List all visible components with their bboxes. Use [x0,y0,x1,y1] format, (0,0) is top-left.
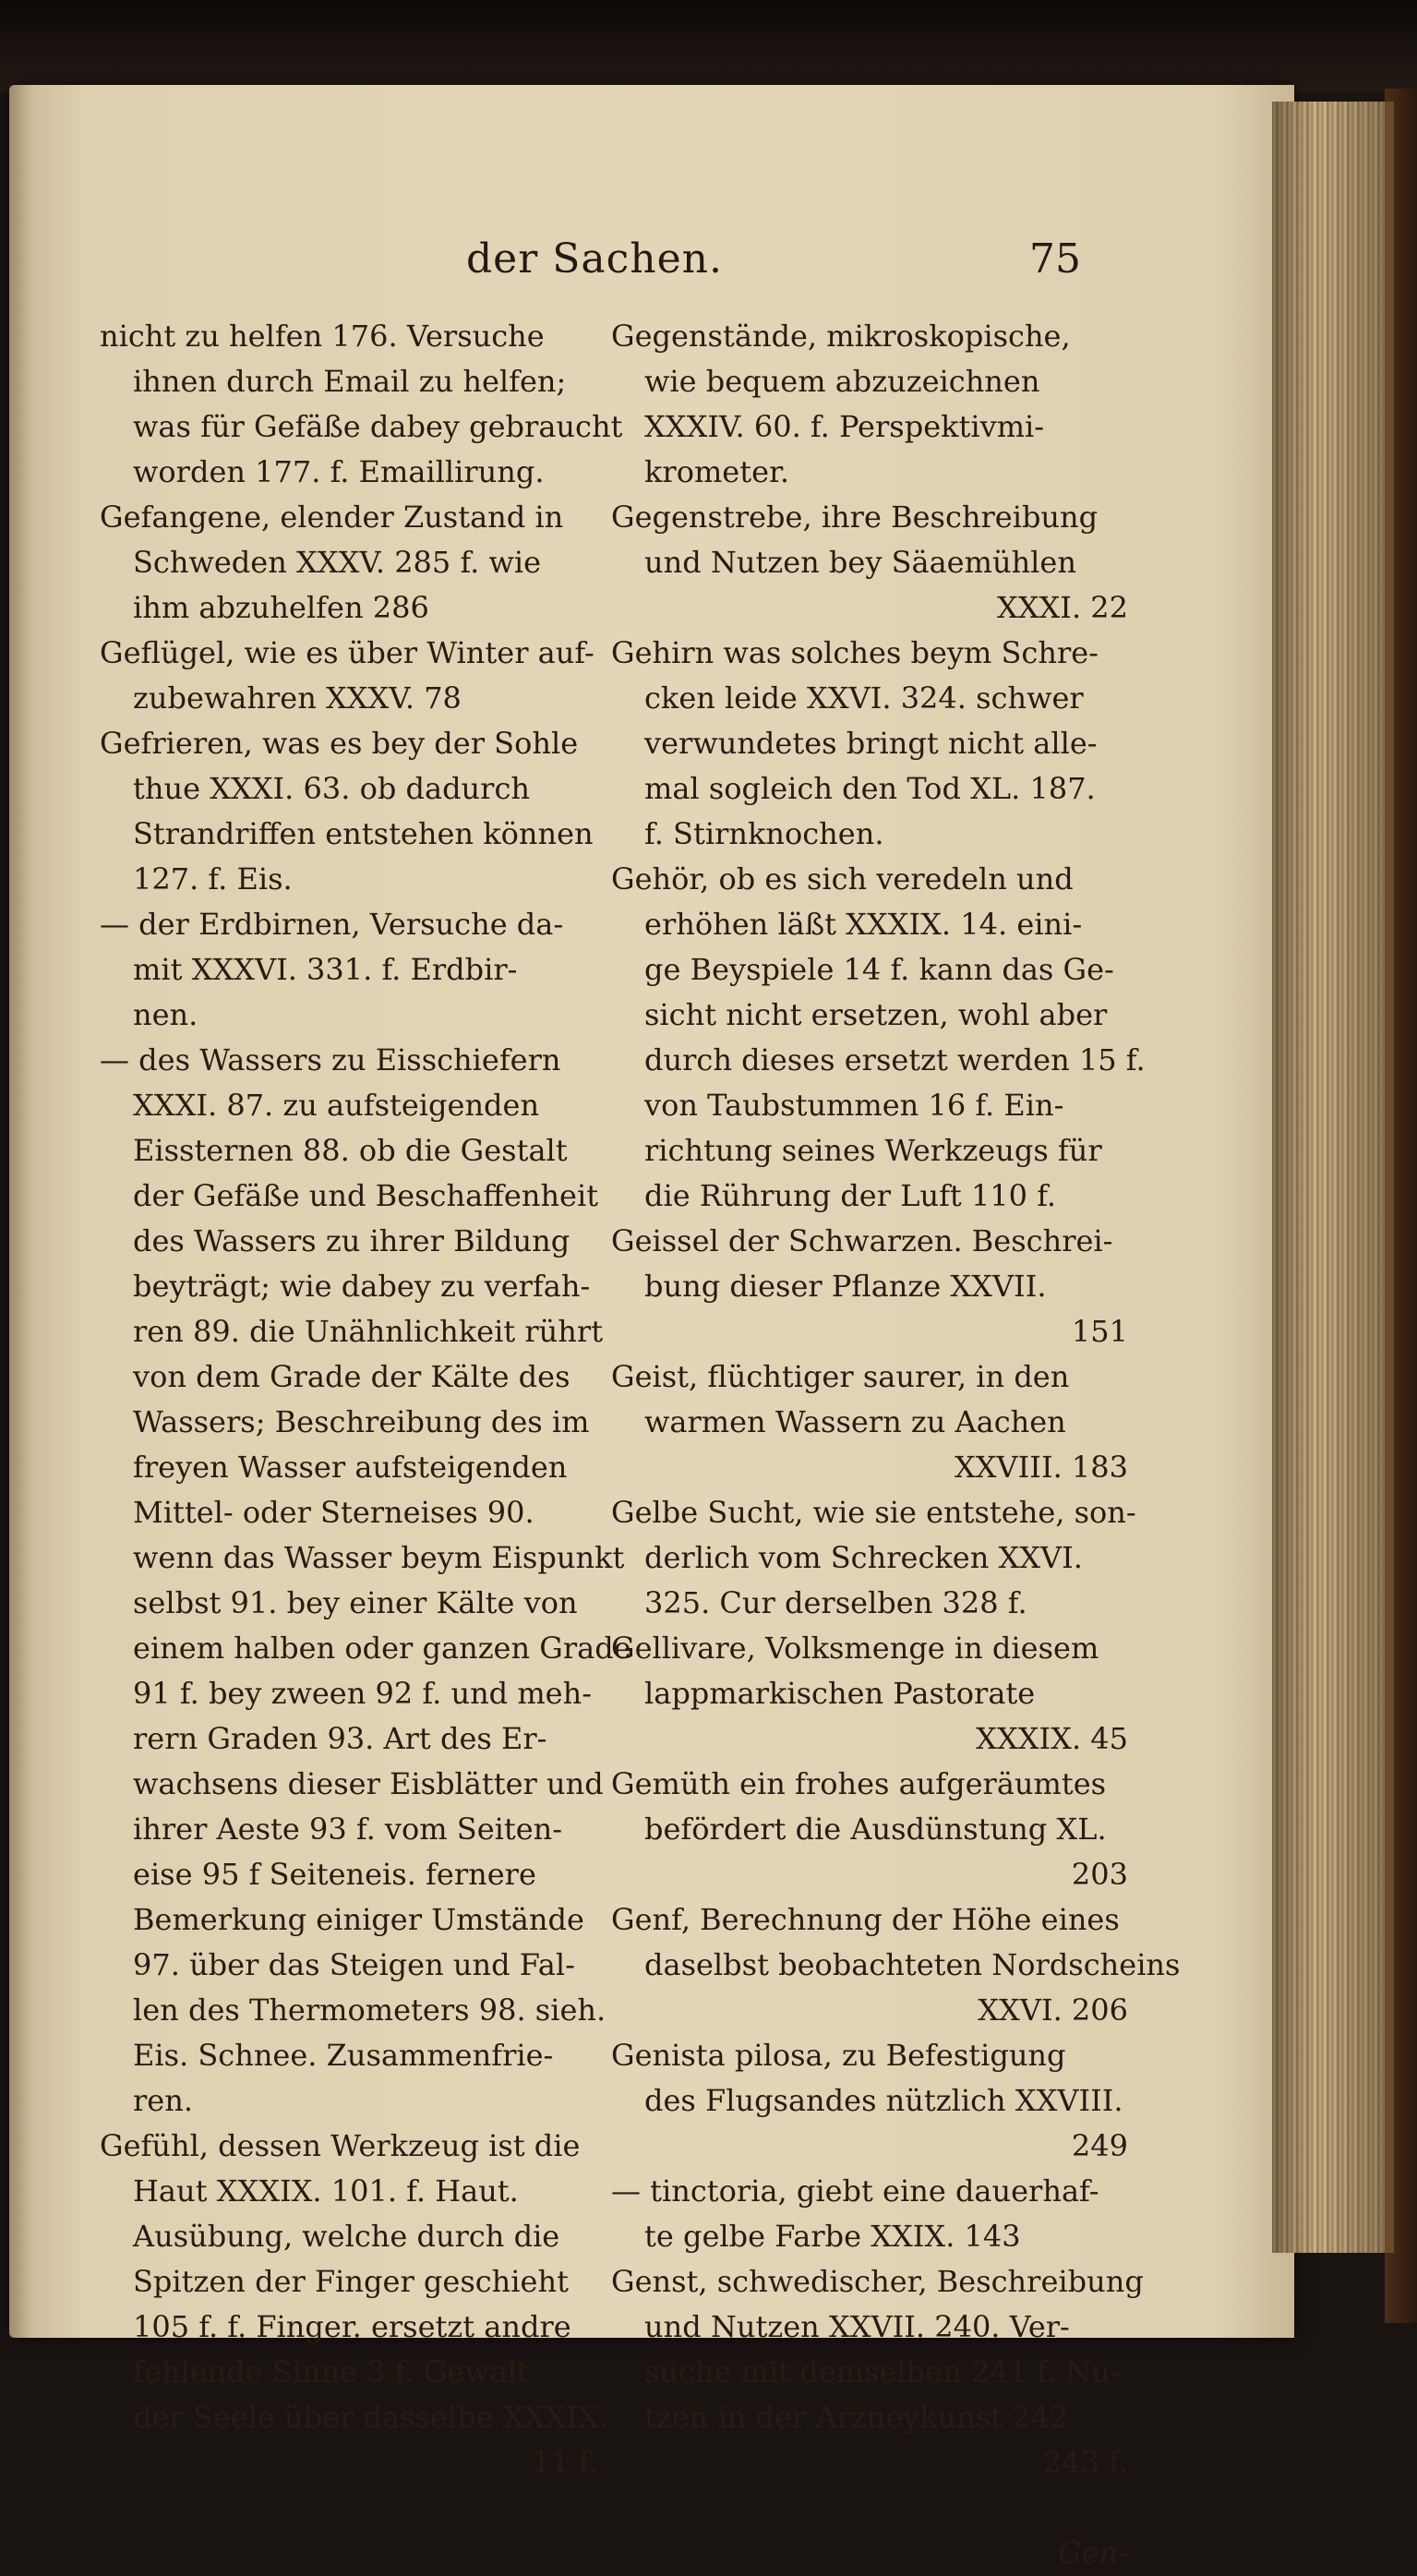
index-column-left [100,314,631,2486]
index-entry-line: lappmarkischen Pastorate [644,1676,1036,1711]
index-entry-line: einem halben oder ganzen Grade [133,1631,631,1666]
index-entry-line: warmen Wassern zu Aachen [644,1404,1066,1439]
index-entry-line: Schweden XXXV. 285 f. wie [133,545,542,580]
index-entry-line: XXXIX. 45 [976,1721,1128,1756]
index-entry-head: Gefrieren, was es bey der Sohle [100,726,579,761]
index-entry-head: Gegenstrebe, ihre Beschreibung [611,500,1099,535]
index-entry-line: der Gefäße und Beschaffenheit [133,1178,599,1213]
index-entry-line: wenn das Wasser beym Eispunkt [133,1540,625,1575]
index-entry-line: derlich vom Schrecken XXVI. [644,1540,1083,1575]
index-entry-line: Strandriffen entstehen können [133,816,594,851]
page-header [0,235,1417,300]
index-entry-line: suche mit demselben 241 f. Nu- [644,2354,1121,2389]
index-entry-line: Haut XXXIX. 101. f. Haut. [133,2173,519,2209]
page-gutter-shadow [9,85,33,2338]
index-entry-head: Geflügel, wie es über Winter auf- [100,635,594,670]
index-entry-line: nen. [133,997,198,1032]
index-entry-line: und Nutzen XXVII. 240. Ver- [644,2309,1070,2344]
index-entry-head: Gehör, ob es sich veredeln und [611,861,1074,897]
index-entry-line: daselbst beobachteten Nordscheins [644,1947,1181,1982]
index-entry-line: Eissternen 88. ob die Gestalt [133,1133,568,1168]
index-entry-line: 243 f. [1042,2445,1128,2480]
index-entry-line: Wassers; Beschreibung des im [133,1404,590,1439]
index-entry-line: 11 f. [532,2445,598,2480]
index-entry-line: 91 f. bey zween 92 f. und meh- [133,1676,593,1711]
index-entry-line: verwundetes bringt nicht alle- [644,726,1098,761]
index-entry-line: Eis. Schnee. Zusammenfrie- [133,2038,554,2073]
index-entry-line: erhöhen läßt XXXIX. 14. eini- [644,907,1083,942]
index-entry-line: ren. [133,2083,194,2118]
index-entry-line: f. Stirnknochen. [644,816,884,851]
index-entry-line: durch dieses ersetzt werden 15 f. [644,1042,1146,1077]
index-entry-line: und Nutzen bey Säaemühlen [644,545,1076,580]
index-entry-line: von dem Grade der Kälte des [133,1359,570,1394]
index-entry-head: Gemüth ein frohes aufgeräumtes [611,1766,1107,1801]
index-entry-line: 105 f. f. Finger. ersetzt andre [133,2309,571,2344]
index-entry-head: Gelbe Sucht, wie sie entstehe, son- [611,1495,1136,1530]
index-entry-line [611,2486,1128,2531]
index-column-right [611,314,1181,2576]
index-entry-line: zubewahren XXXV. 78 [133,680,462,716]
index-entry-line: 249 [1071,2128,1128,2163]
index-entry-line: 97. über das Steigen und Fal- [133,1947,575,1982]
index-entry-line: Spitzen der Finger geschieht [133,2264,569,2299]
index-entry-line: des Wassers zu ihrer Bildung [133,1223,570,1258]
index-entry-line: Ausübung, welche durch die [133,2219,560,2254]
index-entry-head: nicht zu helfen 176. Versuche [100,319,545,354]
index-entry-line: richtung seines Werkzeugs für [644,1133,1102,1168]
index-entry-head: Gellivare, Volksmenge in diesem [611,1631,1099,1666]
index-entry-line: Gen- [1058,2535,1128,2570]
index-entry-head: Gehirn was solches beym Schre- [611,635,1099,670]
index-entry-line: rern Graden 93. Art des Er- [133,1721,547,1756]
index-entry-head: — des Wassers zu Eisschiefern [100,1042,561,1077]
index-entry-line: len des Thermometers 98. sieh. [133,1992,606,2028]
index-entry-head: Gefühl, dessen Werkzeug ist die [100,2128,581,2163]
index-entry-line: befördert die Ausdünstung XL. [644,1812,1107,1847]
index-entry-line: XXVI. 206 [978,1992,1128,2028]
index-entry-head: Geist, flüchtiger saurer, in den [611,1359,1070,1394]
index-entry-head: Genista pilosa, zu Befestigung [611,2038,1066,2073]
index-entry-line: krometer. [644,454,789,489]
index-entry-line: ihm abzuhelfen 286 [133,590,429,625]
index-entry-line: wachsens dieser Eisblätter und [133,1766,604,1801]
index-entry-line: XXVIII. 183 [954,1450,1128,1485]
index-entry-head: Gegenstände, mikroskopische, [611,319,1071,354]
index-entry-line: der Seele über dasselbe XXXIX. [133,2400,608,2435]
index-entry-head: Gefangene, elender Zustand in [100,500,564,535]
index-entry-line: ge Beyspiele 14 f. kann das Ge- [644,952,1114,987]
index-entry-line: eise 95 f Seiteneis. fernere [133,1857,536,1892]
index-entry-line: 151 [1071,1314,1128,1349]
index-entry-line: freyen Wasser aufsteigenden [133,1450,568,1485]
index-entry-head: Genst, schwedischer, Beschreibung [611,2264,1144,2299]
scan-background [0,0,1417,92]
index-entry-line: von Taubstummen 16 f. Ein- [644,1088,1064,1123]
index-entry-line: cken leide XXVI. 324. schwer [644,680,1084,716]
index-entry-line: worden 177. f. Emaillirung. [133,454,545,489]
index-entry-line: bung dieser Pflanze XXVII. [644,1269,1047,1304]
index-entry-line: ihnen durch Email zu helfen; [133,364,567,399]
page-edges-shade [1272,102,1385,2253]
index-entry-head: — der Erdbirnen, Versuche da- [100,907,564,942]
index-entry-head: Genf, Berechnung der Höhe eines [611,1902,1120,1937]
index-entry-head: — tinctoria, giebt eine dauerhaf- [611,2173,1099,2209]
index-entry-line: thue XXXI. 63. ob dadurch [133,771,530,806]
index-entry-line: XXXIV. 60. f. Perspektivmi- [644,409,1045,444]
index-entry-line: mit XXXVI. 331. f. Erdbir- [133,952,518,987]
index-entry-line: mal sogleich den Tod XL. 187. [644,771,1096,806]
running-title: der Sachen. [466,235,723,283]
index-entry-line: XXXI. 87. zu aufsteigenden [133,1088,540,1123]
index-entry-line: ren 89. die Unähnlichkeit rührt [133,1314,604,1349]
index-entry-head: Geissel der Schwarzen. Beschrei- [611,1223,1113,1258]
index-entry-line: XXXI. 22 [996,590,1128,625]
index-entry-line: Bemerkung einiger Umstände [133,1902,584,1937]
index-entry-line: sicht nicht ersetzen, wohl aber [644,997,1108,1032]
index-entry-line: Mittel- oder Sterneises 90. [133,1495,534,1530]
index-entry-line: die Rührung der Luft 110 f. [644,1178,1057,1213]
index-entry-line: 127. f. Eis. [133,861,293,897]
index-entry-line: wie bequem abzuzeichnen [644,364,1040,399]
index-entry-line: fehlende Sinne 3 f. Gewalt [133,2354,529,2389]
index-entry-line: selbst 91. bey einer Kälte von [133,1585,578,1620]
index-entry-line: was für Gefäße dabey gebraucht [133,409,623,444]
index-entry-line: des Flugsandes nützlich XXVIII. [644,2083,1123,2118]
index-entry-line: ihrer Aeste 93 f. vom Seiten- [133,1812,563,1847]
index-entry-line: tzen in der Arzneykunst 242 [644,2400,1069,2435]
index-entry-line: 203 [1071,1857,1128,1892]
index-entry-line: beyträgt; wie dabey zu verfah- [133,1269,591,1304]
page-number: 75 [1029,235,1081,283]
index-entry-line: 325. Cur derselben 328 f. [644,1585,1027,1620]
index-entry-line: te gelbe Farbe XXIX. 143 [644,2219,1021,2254]
